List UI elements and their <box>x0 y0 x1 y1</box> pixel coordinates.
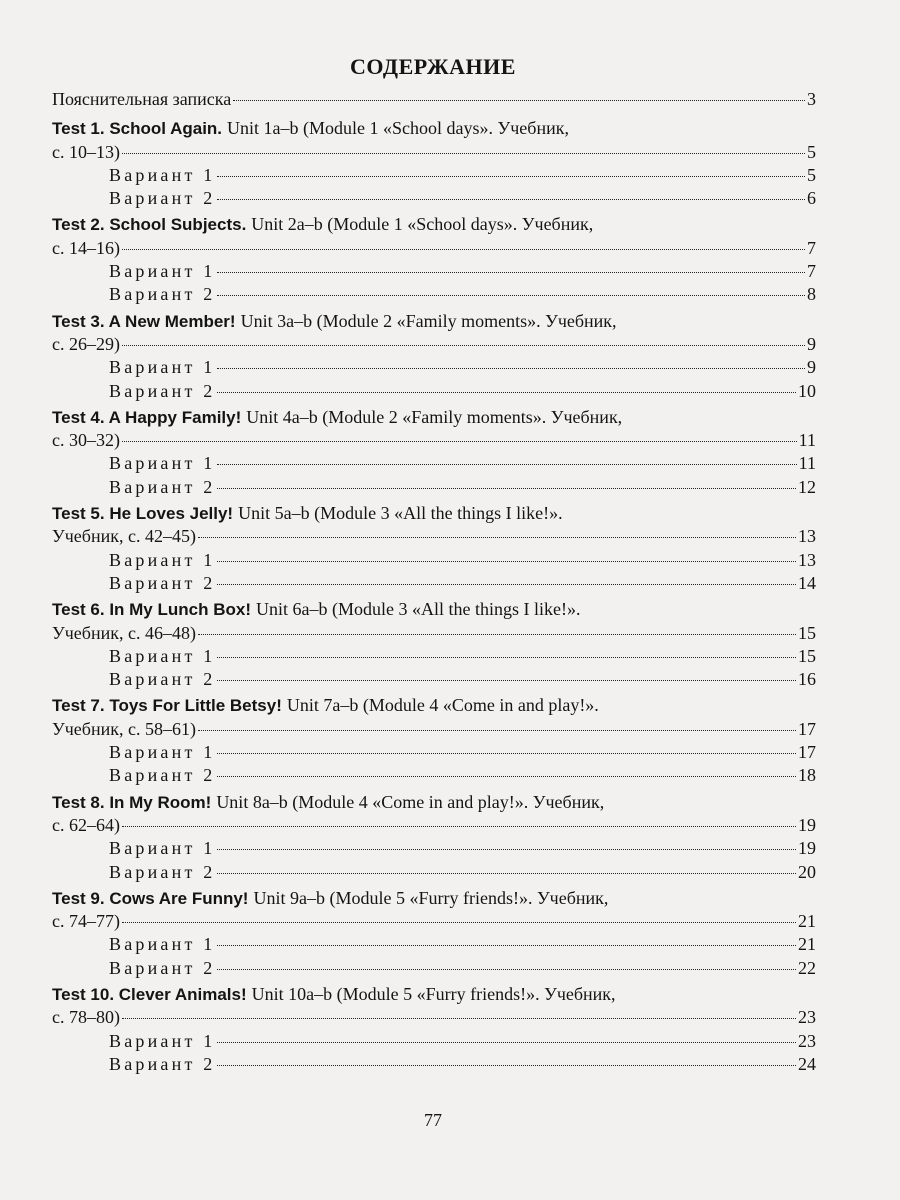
test-page: 15 <box>798 622 816 643</box>
toc-test-heading <box>52 406 816 429</box>
test-entries <box>52 117 816 1076</box>
dot-leader <box>233 100 805 101</box>
variant-page: 16 <box>798 669 816 690</box>
dot-leader <box>217 392 796 393</box>
toc-variant-entry <box>52 164 816 187</box>
toc-intro-entry <box>52 88 816 111</box>
toc-test-heading <box>52 598 816 621</box>
toc-test-continuation <box>52 141 816 164</box>
test-page: 11 <box>798 430 816 451</box>
variant-page: 17 <box>798 742 816 763</box>
test-page: 19 <box>798 814 816 835</box>
dot-leader <box>217 295 805 296</box>
dot-leader <box>122 441 797 442</box>
toc-test-continuation <box>52 429 816 452</box>
dot-leader <box>217 1042 796 1043</box>
test-title: Test 5. He Loves Jelly! <box>52 504 234 524</box>
variant-page: 8 <box>807 284 816 305</box>
variant-label: Вариант 2 <box>109 476 216 497</box>
variant-page: 24 <box>798 1053 816 1074</box>
dot-leader <box>198 730 796 731</box>
toc-test-continuation <box>52 622 816 645</box>
variant-label: Вариант 2 <box>109 1053 216 1074</box>
variant-label: Вариант 1 <box>109 453 216 474</box>
page-title: СОДЕРЖАНИЕ <box>350 54 516 79</box>
test-source: Учебник, с. 42–45) <box>52 526 196 547</box>
test-page: 9 <box>807 333 816 354</box>
dot-leader <box>217 680 796 681</box>
toc-variant-entry <box>52 572 816 595</box>
test-source: Учебник, с. 46–48) <box>52 622 196 643</box>
variant-page: 22 <box>798 957 816 978</box>
variant-label: Вариант 2 <box>109 572 216 593</box>
toc-variant-entry <box>52 764 816 787</box>
toc-variant-entry <box>52 260 816 283</box>
variant-page: 14 <box>798 572 816 593</box>
variant-page: 9 <box>807 357 816 378</box>
variant-label: Вариант 2 <box>109 861 216 882</box>
test-description: Unit 3a–b (Module 2 «Family moments». Учебник, <box>240 310 617 331</box>
variant-label: Вариант 1 <box>109 164 216 185</box>
test-source: с. 30–32) <box>52 430 120 451</box>
test-description: Unit 10a–b (Module 5 «Furry friends!». Учебник, <box>251 983 616 1004</box>
entry-page: 3 <box>807 89 816 109</box>
variant-page: 12 <box>798 476 816 497</box>
variant-label: Вариант 2 <box>109 669 216 690</box>
test-source: с. 26–29) <box>52 333 120 354</box>
dot-leader <box>217 488 796 489</box>
dot-leader <box>122 922 796 923</box>
variant-page: 5 <box>807 164 816 185</box>
test-description: Unit 4a–b (Module 2 «Family moments». Учебник, <box>246 406 623 427</box>
toc-test-continuation <box>52 1006 816 1029</box>
variant-label: Вариант 2 <box>109 380 216 401</box>
toc-variant-entry <box>52 1030 816 1053</box>
dot-leader <box>217 776 796 777</box>
test-source: с. 14–16) <box>52 237 120 258</box>
variant-label: Вариант 1 <box>109 261 216 282</box>
dot-leader <box>217 272 805 273</box>
toc-test-continuation <box>52 718 816 741</box>
test-description: Unit 8a–b (Module 4 «Come in and play!». Учебник, <box>216 791 605 812</box>
variant-label: Вариант 1 <box>109 1030 216 1051</box>
variant-label: Вариант 1 <box>109 838 216 859</box>
dot-leader <box>217 1065 796 1066</box>
variant-page: 10 <box>798 380 816 401</box>
toc-variant-entry <box>52 645 816 668</box>
dot-leader <box>198 537 796 538</box>
toc-test-heading <box>52 983 816 1006</box>
dot-leader <box>217 945 796 946</box>
dot-leader <box>122 345 805 346</box>
dot-leader <box>217 849 796 850</box>
test-title: Test 3. A New Member! <box>52 311 236 331</box>
toc-variant-entry <box>52 380 816 403</box>
toc-test-heading <box>52 887 816 910</box>
variant-label: Вариант 1 <box>109 549 216 570</box>
toc-variant-entry <box>52 837 816 860</box>
dot-leader <box>217 561 796 562</box>
test-source: с. 62–64) <box>52 814 120 835</box>
variant-label: Вариант 1 <box>109 645 216 666</box>
test-title: Test 8. In My Room! <box>52 792 212 812</box>
toc-test-continuation <box>52 525 816 548</box>
toc-variant-entry <box>52 549 816 572</box>
toc-variant-entry <box>52 741 816 764</box>
toc-test-continuation <box>52 237 816 260</box>
test-description: Unit 7a–b (Module 4 «Come in and play!». <box>286 695 599 716</box>
variant-label: Вариант 2 <box>109 957 216 978</box>
toc-variant-entry <box>52 476 816 499</box>
variant-page: 13 <box>798 549 816 570</box>
toc-variant-entry <box>52 283 816 306</box>
test-page: 5 <box>807 141 816 162</box>
dot-leader <box>122 1018 796 1019</box>
toc-test-heading <box>52 213 816 236</box>
dot-leader <box>217 199 805 200</box>
variant-label: Вариант 2 <box>109 765 216 786</box>
test-description: Unit 5a–b (Module 3 «All the things I like!». <box>238 503 563 524</box>
dot-leader <box>217 464 796 465</box>
test-source: с. 74–77) <box>52 911 120 932</box>
variant-page: 23 <box>798 1030 816 1051</box>
test-page: 17 <box>798 718 816 739</box>
variant-page: 11 <box>798 453 816 474</box>
variant-page: 18 <box>798 765 816 786</box>
toc-test-continuation <box>52 333 816 356</box>
toc-variant-entry <box>52 861 816 884</box>
dot-leader <box>122 826 796 827</box>
test-description: Unit 2a–b (Module 1 «School days». Учебник, <box>251 214 594 235</box>
dot-leader <box>122 153 805 154</box>
variant-label: Вариант 2 <box>109 284 216 305</box>
variant-label: Вариант 1 <box>109 934 216 955</box>
test-title: Test 4. A Happy Family! <box>52 407 242 427</box>
variant-label: Вариант 1 <box>109 357 216 378</box>
variant-page: 6 <box>807 188 816 209</box>
test-page: 21 <box>798 911 816 932</box>
toc-test-heading <box>52 117 816 140</box>
test-page: 7 <box>807 237 816 258</box>
dot-leader <box>217 368 805 369</box>
dot-leader <box>198 634 796 635</box>
test-source: Учебник, с. 58–61) <box>52 718 196 739</box>
dot-leader <box>217 584 796 585</box>
test-source: с. 78–80) <box>52 1007 120 1028</box>
toc-variant-entry <box>52 933 816 956</box>
dot-leader <box>217 657 796 658</box>
variant-page: 19 <box>798 838 816 859</box>
variant-page: 15 <box>798 645 816 666</box>
page-number: 77 <box>424 1110 442 1130</box>
test-description: Unit 6a–b (Module 3 «All the things I like!». <box>255 599 581 620</box>
table-of-contents <box>52 88 816 1076</box>
toc-variant-entry <box>52 668 816 691</box>
toc-test-heading <box>52 502 816 525</box>
toc-test-heading <box>52 791 816 814</box>
entry-label: Пояснительная записка <box>52 89 232 109</box>
toc-test-continuation <box>52 910 816 933</box>
variant-page: 7 <box>807 261 816 282</box>
toc-test-heading <box>52 310 816 333</box>
dot-leader <box>122 249 805 250</box>
test-description: Unit 9a–b (Module 5 «Furry friends!». Учебник, <box>253 887 609 908</box>
test-description: Unit 1a–b (Module 1 «School days». Учебник, <box>227 118 569 139</box>
toc-test-continuation <box>52 814 816 837</box>
toc-variant-entry <box>52 187 816 210</box>
toc-variant-entry <box>52 452 816 475</box>
toc-variant-entry <box>52 356 816 379</box>
variant-page: 21 <box>798 934 816 955</box>
variant-label: Вариант 1 <box>109 742 216 763</box>
variant-label: Вариант 2 <box>109 188 216 209</box>
variant-page: 20 <box>798 861 816 882</box>
test-title: Test 9. Cows Are Funny! <box>52 888 249 908</box>
test-page: 23 <box>798 1007 816 1028</box>
toc-variant-entry <box>52 957 816 980</box>
dot-leader <box>217 873 796 874</box>
test-title: Test 1. School Again. <box>52 119 223 139</box>
toc-variant-entry <box>52 1053 816 1076</box>
test-title: Test 10. Clever Animals! <box>52 984 247 1004</box>
test-title: Test 7. Toys For Little Betsy! <box>52 696 282 716</box>
dot-leader <box>217 176 805 177</box>
test-page: 13 <box>798 526 816 547</box>
test-title: Test 6. In My Lunch Box! <box>52 600 251 620</box>
dot-leader <box>217 969 796 970</box>
test-title: Test 2. School Subjects. <box>52 215 247 235</box>
dot-leader <box>217 753 796 754</box>
test-source: с. 10–13) <box>52 141 120 162</box>
toc-test-heading <box>52 694 816 717</box>
